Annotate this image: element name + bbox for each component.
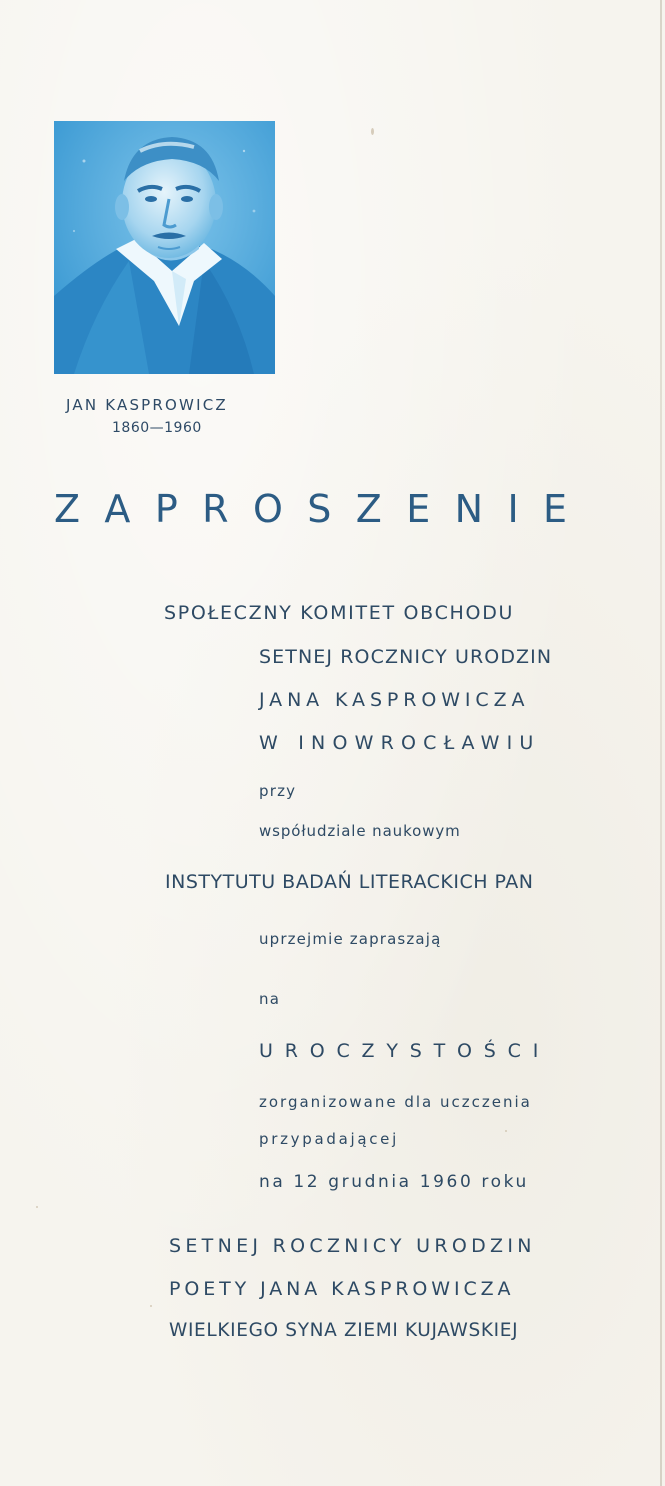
event-date: na 12 grudnia 1960 roku [259, 1172, 529, 1192]
przy-text: przy [259, 782, 297, 800]
page-fold-edge [660, 0, 662, 1486]
closing-line-2: POETY JANA KASPROWICZA [169, 1278, 515, 1300]
committee-line-1: SPOŁECZNY KOMITET OBCHODU [164, 602, 515, 624]
organized-text: zorganizowane dla uczczenia [259, 1093, 532, 1111]
committee-line-3: JANA KASPROWICZA [259, 689, 530, 711]
portrait-caption-dates: 1860—1960 [112, 420, 202, 436]
paper-speck [150, 1305, 152, 1307]
poet-portrait-photo [54, 121, 275, 374]
committee-line-4: W INOWROCŁAWIU [259, 732, 541, 754]
ceremony-heading: UROCZYSTOŚCI [259, 1040, 551, 1062]
invite-text: uprzejmie zapraszają [259, 930, 442, 948]
committee-line-2: SETNEJ ROCZNICY URODZIN [259, 646, 553, 668]
falling-text: przypadającej [259, 1130, 399, 1148]
paper-speck [36, 1206, 38, 1208]
portrait-caption-name: JAN KASPROWICZ [66, 396, 228, 414]
na-text: na [259, 990, 281, 1008]
paper-speck [371, 128, 374, 135]
closing-line-3: WIELKIEGO SYNA ZIEMI KUJAWSKIEJ [169, 1320, 519, 1341]
wspoludziale-text: współudziale naukowym [259, 822, 461, 840]
institute-name: INSTYTUTU BADAŃ LITERACKICH PAN [165, 871, 534, 893]
closing-line-1: SETNEJ ROCZNICY URODZIN [169, 1235, 536, 1257]
paper-speck [505, 1130, 507, 1132]
invitation-title: ZAPROSZENIE [54, 487, 592, 531]
